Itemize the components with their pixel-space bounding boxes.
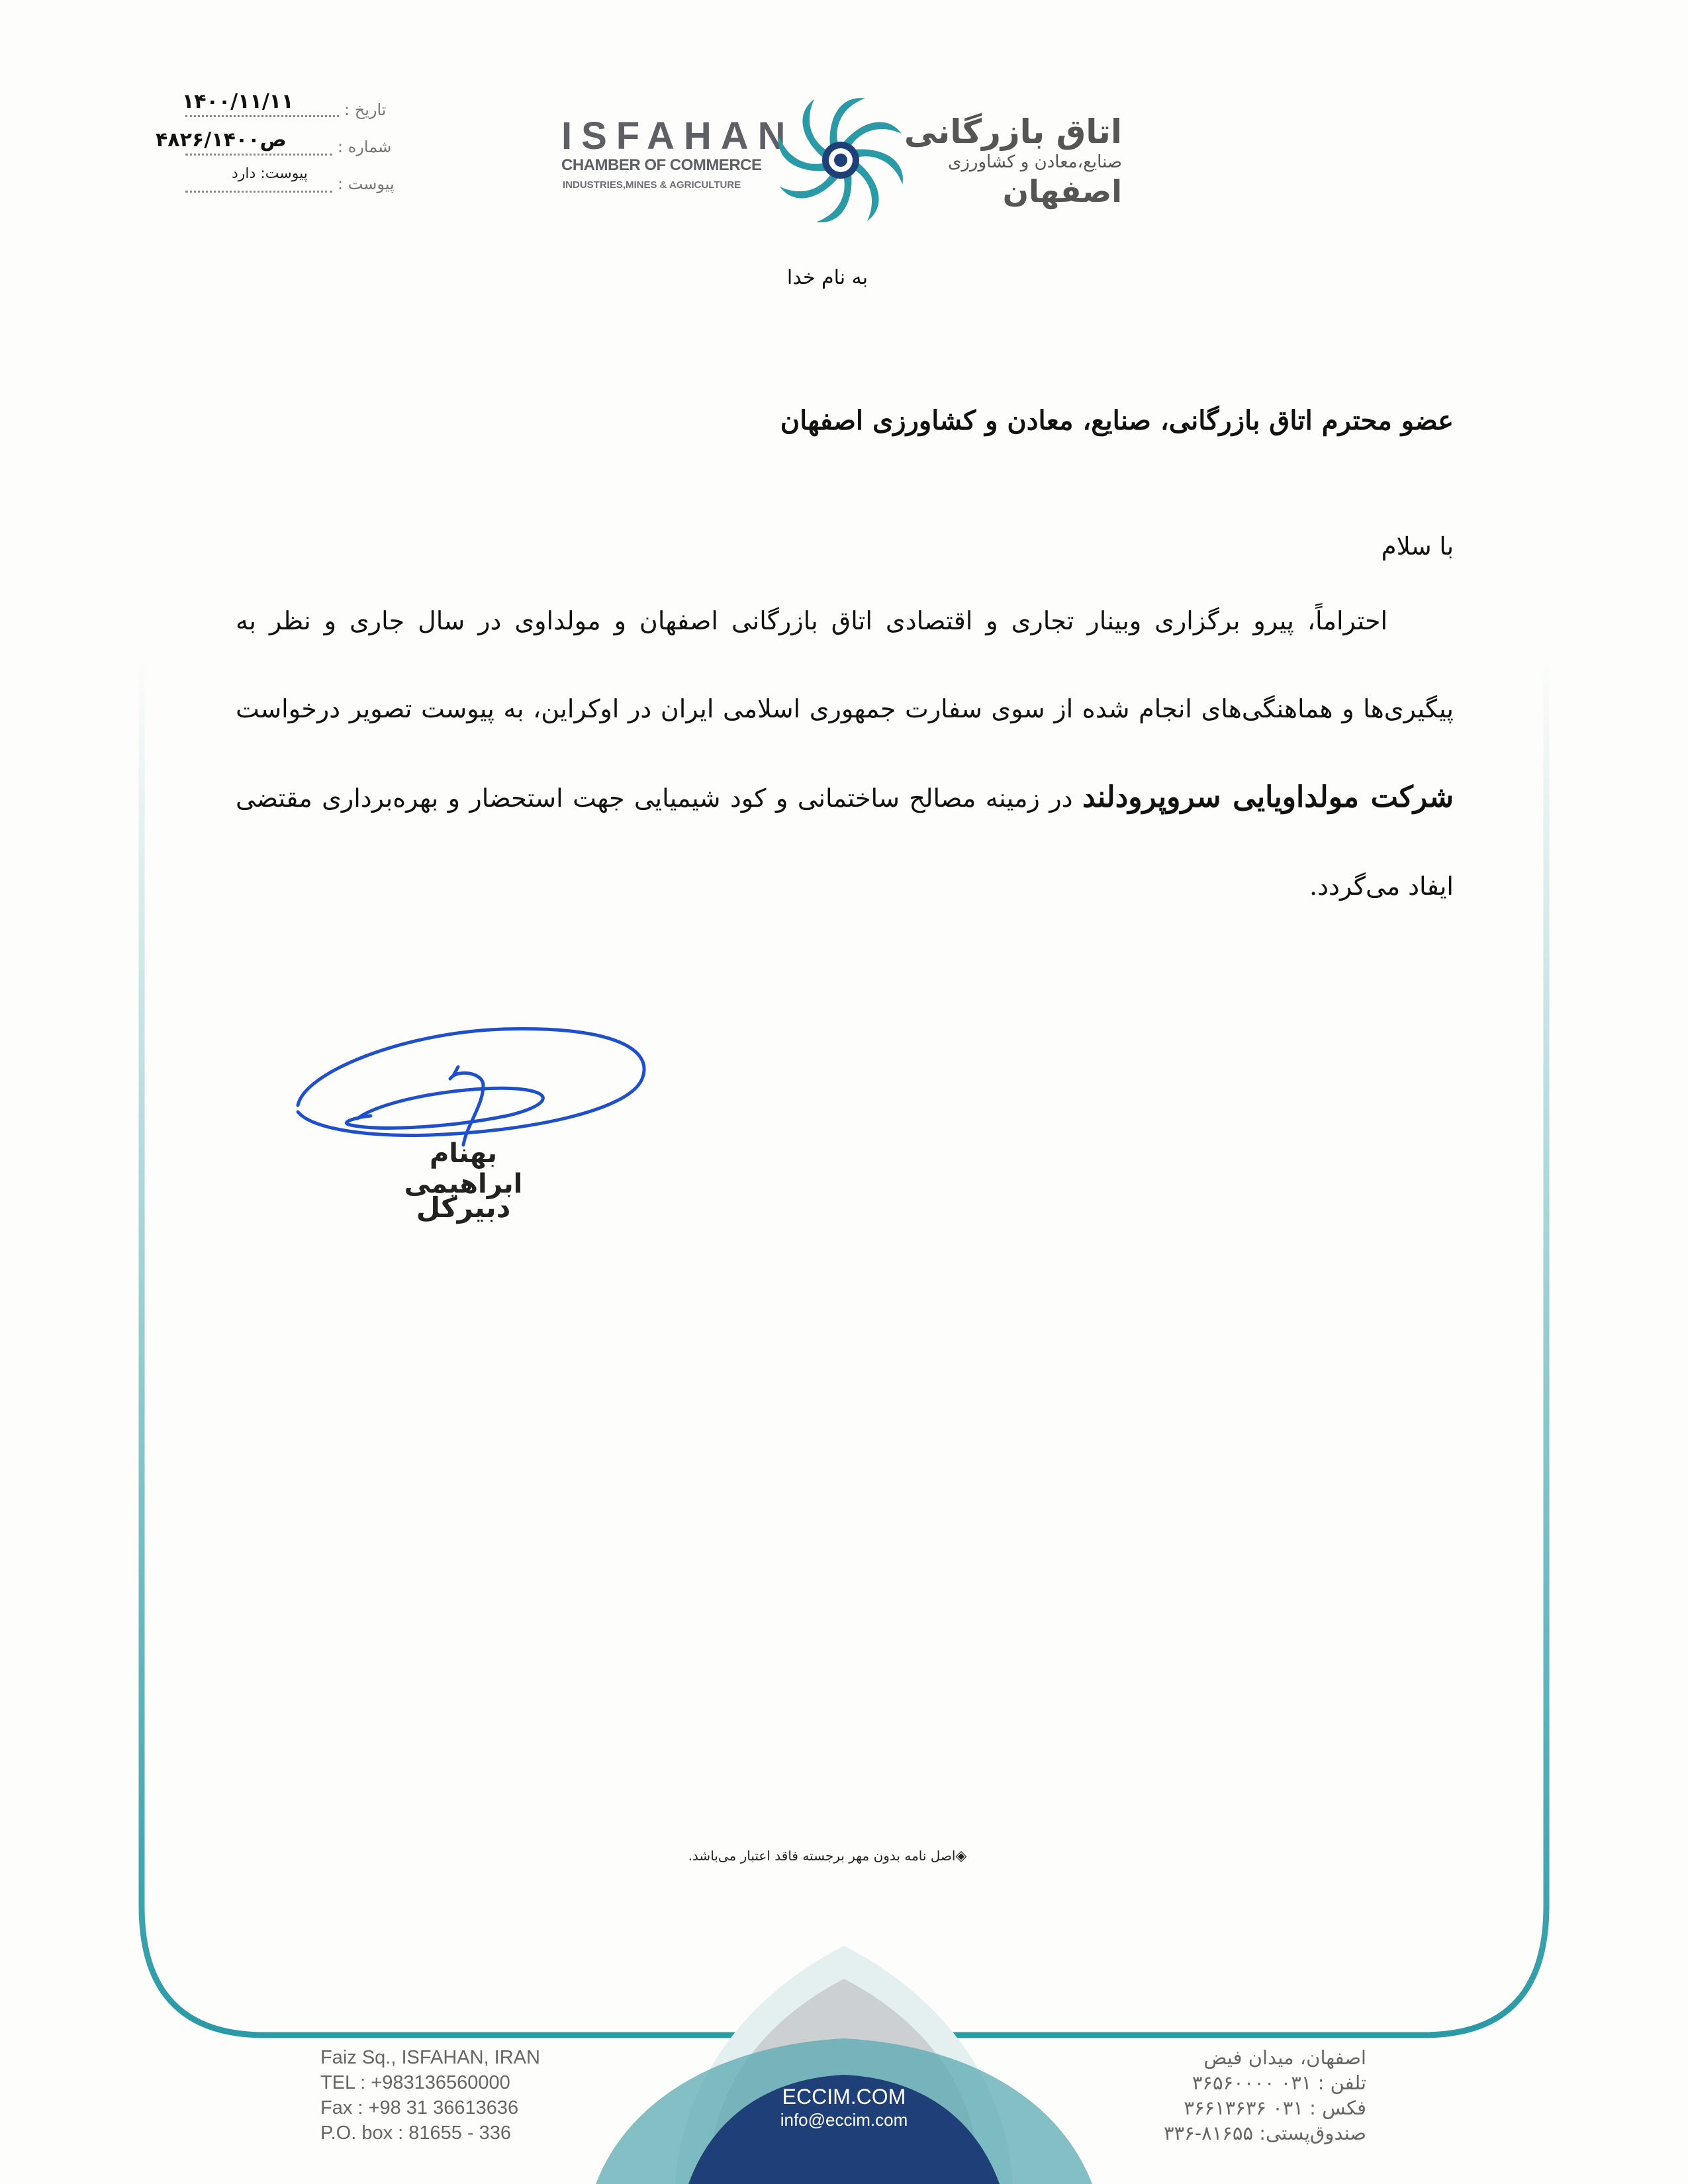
footer-contact-en: [320, 2045, 540, 2146]
signatory-title: دبیرکل: [416, 1191, 511, 1224]
logo-title-en: ISFAHAN: [561, 114, 795, 158]
letter-body: [236, 577, 1454, 931]
date-label: تاریخ :: [344, 101, 387, 119]
logo-subtitle-fa: صنایع،معادن و کشاورزی: [948, 152, 1122, 172]
validity-note-text: اصل نامه بدون مهر برجسته فاقد اعتبار می‌باشد.: [688, 1848, 956, 1864]
date-value: ۱۴۰۰/۱۱/۱۱: [182, 90, 294, 113]
addressee: عضو محترم اتاق بازرگانی، صنایع، معادن و کشاورزی اصفهان: [780, 405, 1454, 436]
logo-title-fa: اتاق بازرگانی: [904, 113, 1122, 151]
greeting: با سلام: [1381, 532, 1454, 561]
body-company-name: شرکت مولداویایی سروپرودلند: [1082, 780, 1454, 814]
footer-lotus-emblem: [576, 1939, 1112, 2184]
footer-pobox-fa: صندوق‌پستی: ۸۱۶۵۵-۳۳۶: [1163, 2122, 1366, 2144]
logo-city-fa: اصفهان: [1002, 173, 1122, 209]
body-text-2: در زمینه مصالح ساختمانی و کود شیمیایی جهت استحضار و بهره‌برداری مقتضی ایفاد می‌گردد.: [236, 784, 1454, 901]
invocation: به نام خدا: [786, 266, 868, 289]
footer-contact-fa: [1125, 2045, 1366, 2146]
validity-note: [662, 1848, 993, 1864]
diamond-icon: ◈: [955, 1848, 967, 1864]
logo-tagline-en: INDUSTRIES,MINES & AGRICULTURE: [563, 179, 741, 191]
attachment-label: پیوست :: [338, 175, 395, 193]
footer-address-en: Faiz Sq., ISFAHAN, IRAN: [320, 2047, 540, 2068]
logo-subtitle-en: CHAMBER OF COMMERCE: [561, 156, 762, 174]
footer-address-fa: اصفهان، میدان فیض: [1203, 2046, 1366, 2069]
footer-tel-en: TEL : +983136560000: [320, 2072, 510, 2093]
chamber-logo-emblem: [774, 94, 907, 226]
footer-fax-en: Fax : +98 31 36613636: [320, 2097, 519, 2118]
signatory-name: بهنام ابراهیمی: [404, 1138, 523, 1199]
footer-email[interactable]: info@eccim.com: [780, 2110, 908, 2130]
number-label: شماره :: [338, 138, 392, 156]
footer-tel-fa: تلفن : ۰۳۱ ۳۶۵۶۰۰۰۰: [1192, 2071, 1366, 2094]
footer-website[interactable]: ECCIM.COM: [782, 2085, 906, 2109]
footer-fax-fa: فکس : ۰۳۱ ۳۶۶۱۳۶۳۶: [1184, 2097, 1366, 2119]
number-value: ۴۸۲۶/ص۱۴۰۰: [156, 128, 287, 152]
footer-pobox-en: P.O. box : 81655 - 336: [320, 2122, 512, 2144]
attachment-value: پیوست: دارد: [232, 165, 308, 182]
body-text-1: احتراماً، پیرو برگزاری وبینار تجاری و اقتصادی اتاق بازرگانی اصفهان و مولداوی در سال جاری و نظر به پیگیری‌ها و هماهنگی‌های انجام شده از سوی سفارت جمهوری اسلامی ایران در اوکراین، به پیوست تصویر درخواست: [236, 606, 1454, 723]
